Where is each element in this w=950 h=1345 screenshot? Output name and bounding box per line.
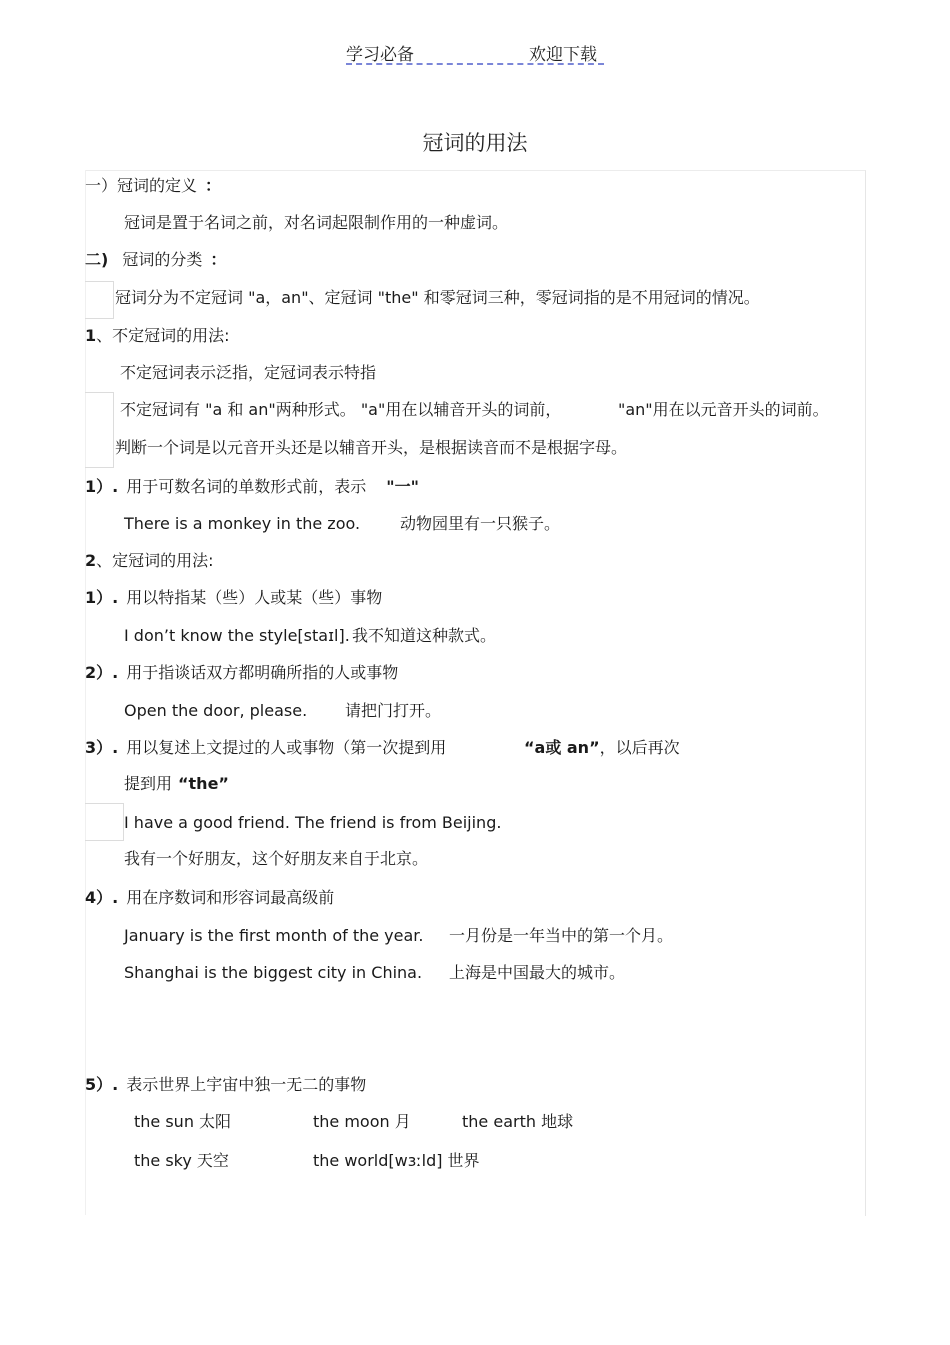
indefinite-line-2b: "an"用在以元音开头的词前。: [618, 400, 829, 419]
definite-rule-2-text: 用于指谈话双方都明确所指的人或事物: [126, 663, 399, 682]
section-2-colon: ：: [210, 250, 227, 269]
definite-rule-4-translation-1: 一月份是一年当中的第一个月。: [449, 926, 674, 945]
definite-rule-1-num: 1）.: [85, 588, 119, 607]
indefinite-rule-1-num: 1）.: [85, 477, 119, 496]
definite-rule-2-num: 2）.: [85, 663, 119, 682]
unique-thing-earth: the earth 地球: [462, 1112, 574, 1131]
unique-thing-world: the world[wɜːld] 世界: [313, 1151, 480, 1170]
definite-rule-3-translation: 我有一个好朋友，这个好朋友来自于北京。: [124, 849, 429, 868]
table-cell-box: [85, 392, 114, 468]
definite-rule-4-example-2: Shanghai is the biggest city in China.: [124, 963, 423, 982]
definite-rule-4-example-1: January is the first month of the year.: [124, 926, 424, 945]
definite-rule-3-the: “the”: [178, 774, 229, 793]
table-cell-box: [85, 281, 114, 319]
indefinite-example-en: There is a monkey in the zoo.: [124, 514, 361, 533]
section-1-colon: ：: [205, 176, 222, 195]
unique-thing-sky: the sky 天空: [134, 1151, 229, 1170]
definite-rule-2-example: Open the door, please.: [124, 701, 308, 720]
definite-rule-5-num: 5）.: [85, 1075, 119, 1094]
indefinite-rule-1-quote: "一": [386, 477, 419, 496]
definite-rule-3-cont: [124, 773, 229, 795]
indefinite-heading-text: 、不定冠词的用法:: [96, 326, 230, 345]
definite-rule-4-translation-2: 上海是中国最大的城市。: [449, 963, 626, 982]
definite-heading: [85, 550, 214, 572]
definite-rule-2: [85, 662, 398, 684]
definite-rule-4-num: 4）.: [85, 888, 119, 907]
indefinite-line-2a: 不定冠词有 "a 和 an"两种形式。 "a"用在以辅音开头的词前，: [120, 400, 562, 419]
definite-rule-3-quote-text: “a或 an”: [524, 738, 600, 757]
definite-rule-3: [85, 737, 446, 759]
definite-rule-1-translation: 我不知道这种款式。: [352, 626, 497, 645]
section-1-heading-text: 一）冠词的定义: [85, 176, 198, 195]
indefinite-line-3: 判断一个词是以元音开头还是以辅音开头，是根据读音而不是根据字母。: [115, 438, 628, 457]
definite-rule-5: [85, 1074, 366, 1096]
definite-rule-3-example: I have a good friend. The friend is from Beijing.: [124, 813, 502, 832]
definite-rule-5-text: 表示世界上宇宙中独一无二的事物: [126, 1075, 367, 1094]
section-1-heading: [85, 175, 221, 197]
definite-rule-3-num: 3）.: [85, 738, 119, 757]
unique-thing-moon: the moon 月: [313, 1112, 411, 1131]
indefinite-heading-num: 1: [85, 326, 97, 345]
header-right: 欢迎下载: [529, 45, 597, 65]
definite-heading-text: 、定冠词的用法:: [96, 551, 214, 570]
definite-rule-3-rest: ，以后再次: [599, 738, 680, 757]
definite-heading-num: 2: [85, 551, 97, 570]
definite-rule-1-text: 用以特指某（些）人或某（些）事物: [126, 588, 383, 607]
definite-rule-3-text: 用以复述上文提过的人或事物（第一次提到用: [126, 738, 447, 757]
section-2-body: 冠词分为不定冠词 "a，an"、定冠词 "the" 和零冠词三种，零冠词指的是不用冠词的情况。: [115, 288, 760, 307]
section-2-heading: [85, 249, 226, 271]
definite-rule-3-cont-text: 提到用: [124, 774, 173, 793]
definite-rule-1-example: I don’t know the style[staɪl].: [124, 626, 350, 645]
page-title: 冠词的用法: [422, 131, 528, 155]
header-rule: [346, 63, 604, 65]
section-1-body: 冠词是置于名词之前，对名词起限制作用的一种虚词。: [124, 213, 509, 232]
definite-rule-2-translation: 请把门打开。: [345, 701, 442, 720]
indefinite-heading: [85, 325, 230, 347]
header-left: 学习必备: [346, 45, 414, 65]
indefinite-line-1: 不定冠词表示泛指，定冠词表示特指: [120, 363, 377, 382]
indefinite-rule-1: [85, 476, 419, 498]
unique-thing-sun: the sun 太阳: [134, 1112, 232, 1131]
table-cell-box: [85, 803, 124, 841]
definite-rule-4-text: 用在序数词和形容词最高级前: [126, 888, 335, 907]
indefinite-rule-1-text: 用于可数名词的单数形式前，表示: [126, 477, 367, 496]
definite-rule-3-quote: [524, 737, 680, 759]
indefinite-example-zh: 动物园里有一只猴子。: [400, 514, 561, 533]
section-2-heading-text: 冠词的分类: [122, 250, 203, 269]
definite-rule-4: [85, 887, 334, 909]
section-2-num: 二): [85, 250, 109, 269]
definite-rule-1: [85, 587, 382, 609]
